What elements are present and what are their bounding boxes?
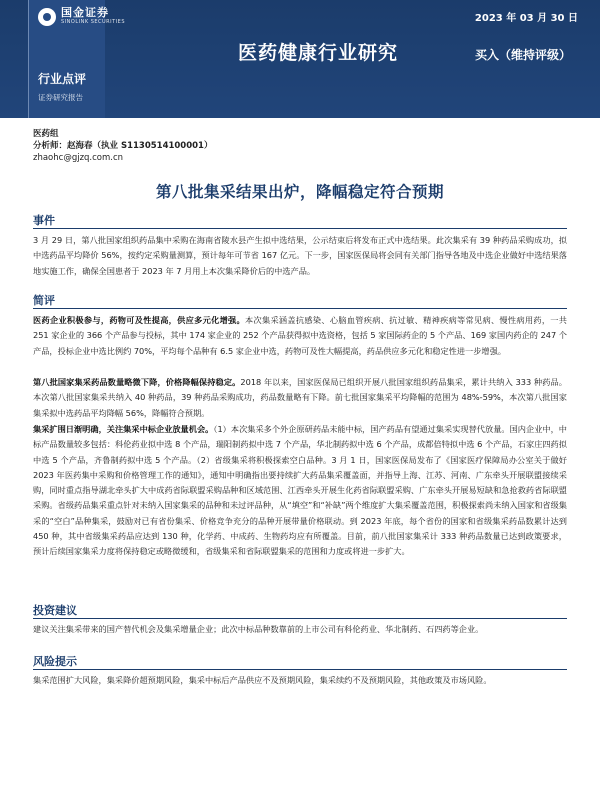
report-subtype: 证券研究报告 xyxy=(38,93,83,102)
analyst-info xyxy=(33,128,212,164)
review-paragraph-1-body: 本次集采涵盖抗感染、心脑血管疾病、抗过敏、精神疾病等常见病、慢性病用药，一共 251 家企业的 366 个产品参与投标，其中 174 家企业的 252 个产品获得拟中选资格，包括 5 家国际药企的 5 个产品、169 家国内药企的 247 个产品，投标企业中选比例约 70%，平均每个品种有 6.5 家企业中选，药物可及性大幅提高，药品供应多元化和稳定性进一步增强。 xyxy=(33,315,567,356)
section-heading-event: 事件 xyxy=(33,214,55,227)
section-heading-review: 简评 xyxy=(33,294,55,307)
report-date: 2023 年 03 月 30 日 xyxy=(474,13,578,24)
event-paragraph: 3 月 29 日，第八批国家组织药品集中采购在海南省陵水县产生拟中选结果，公示结束后将发布正式中选结果。此次集采有 39 种药品采购成功，拟中选药品平均降价 56%，按约定采购量测算，预计每年可节省 167 亿元。下一步，国家医保局将会同有关部门指导各地及中选企业做好中选结果落地实施工作，确保全国患者于 2023 年 7 月用上本次集采降价后的中选产品。 xyxy=(33,235,567,276)
review-paragraph-3-lead: 集采扩围日渐明确，关注集采中标企业放量机会。 xyxy=(33,424,214,434)
review-paragraph-3-body: （1）本次集采多个外企原研药品未能中标，国产药品有望通过集采实现替代放量。国内企业中，中标产品数量较多包括：科伦药业拟中选 8 个产品，瑞阳制药拟中选 7 个产品，华北制药拟中选 6 个产品，成都倍特拟中选 6 个产品，石家庄四药拟中选 5 个产品，齐鲁制药拟中选 5 个产品。（2）省级集采将积极探索空白品种。3 月 1 日，国家医保局发布了《国家医疗保障局办公室关于做好 2023 年医药集中采购和价格管理工作的通知》，通知中明确指出要持续扩大药品集采覆盖面，并指导上海、江苏、河南、广东牵头开展联盟接续采购，同时重点指导湖北牵头扩大中成药省际联盟采购品种和区域范围、江西牵头开展生化药省际联盟采购、广东牵头开展易短缺和急抢救药省际联盟采购。省级药品集采重点针对未纳入国家集采的品种和未过评品种，从“填空”和“补缺”两个维度扩大集采覆盖范围，积极探索尚未纳入国家和省级集采的“空白”品种集采，鼓励对已有省份集采、价格竞争充分的品种开展带量价格联动。到 2023 年底，每个省份的国家和省级集采药品数累计达到 450 种，其中省级集采药品应达到 130 种，化学药、中成药、生物药均应有所覆盖。目前，前八批国家集采计 333 种药品数量已达到政策要求，预计后续国家集采力度将保持稳定或略微缓和，省级集采和省际联盟集采的范围和力度或将进一步扩大。 xyxy=(33,424,567,557)
review-paragraph-2-body: 2018 年以来，国家医保局已组织开展八批国家组织药品集采，累计共纳入 333 种药品。本次第八批国家集采共纳入 40 种药品，39 种药品采购成功，药品数量略有下降。前七批国家集采平均降幅的范围为 48%-59%，本次第八批国家集采拟中选药品平均降幅 56%，降幅符合预期。 xyxy=(33,377,567,418)
section-divider xyxy=(33,618,567,619)
review-paragraph-1-lead: 医药企业积极参与，药物可及性提高，供应多元化增强。 xyxy=(33,315,246,325)
section-divider xyxy=(33,308,567,309)
invest-paragraph: 建议关注集采带来的国产替代机会及集采增量企业；此次中标品种数靠前的上市公司有科伦药业、华北制药、石四药等企业。 xyxy=(33,624,484,634)
industry-title: 医药健康行业研究 xyxy=(238,42,399,64)
page-title: 第八批集采结果出炉，降幅稳定符合预期 xyxy=(155,183,444,201)
section-heading-invest: 投资建议 xyxy=(33,604,77,617)
section-divider xyxy=(33,228,567,229)
logo-mark-icon xyxy=(38,8,56,26)
logo-name-en: SINOLINK SECURITIES xyxy=(61,19,125,25)
review-paragraph-2 xyxy=(33,375,567,421)
logo-name-cn: 国金证券 xyxy=(61,6,109,19)
section-divider xyxy=(33,669,567,670)
report-type: 行业点评 xyxy=(38,72,87,86)
analyst-email[interactable]: zhaohc@gjzq.com.cn xyxy=(33,153,124,163)
review-paragraph-3 xyxy=(33,422,567,560)
company-logo xyxy=(38,7,125,26)
review-paragraph-1 xyxy=(33,313,567,359)
section-heading-risk: 风险提示 xyxy=(33,655,77,668)
analyst-name: 分析师：赵海春（执业 S1130514100001） xyxy=(33,141,213,151)
analyst-group: 医药组 xyxy=(33,129,59,139)
review-paragraph-2-lead: 第八批国家集采药品数量略微下降，价格降幅保持稳定。 xyxy=(33,377,241,387)
risk-paragraph: 集采范围扩大风险，集采降价超预期风险，集采中标后产品供应不及预期风险，集采续约不及预期风险，其他政策及市场风险。 xyxy=(33,675,492,685)
rating-label: 买入（维持评级） xyxy=(475,48,572,62)
